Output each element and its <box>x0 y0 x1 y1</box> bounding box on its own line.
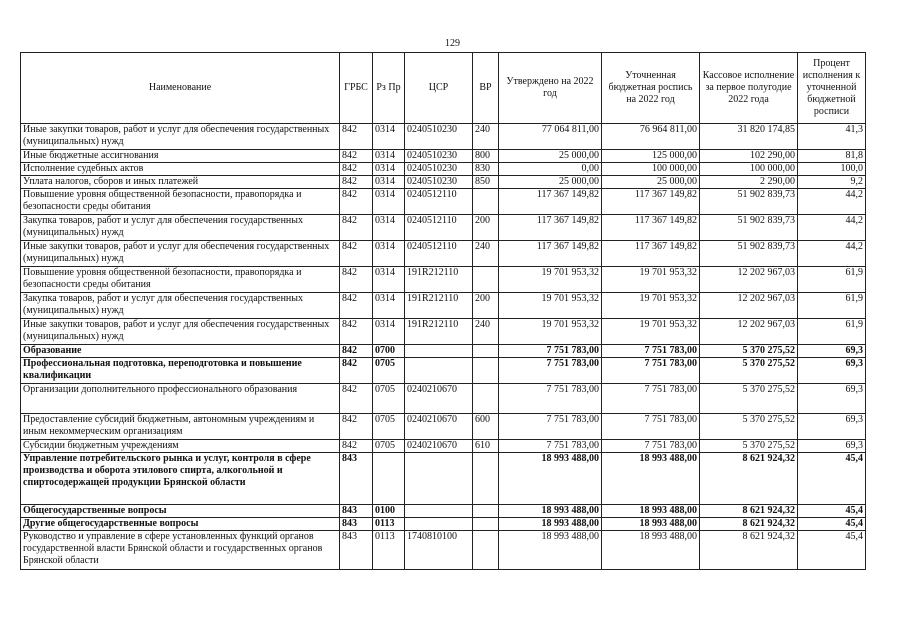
cell-percent: 45,4 <box>798 518 866 531</box>
cell-name: Образование <box>21 345 340 358</box>
cell-percent: 61,9 <box>798 293 866 319</box>
cell-name: Иные закупки товаров, работ и услуг для обеспечения государственных (муниципальных) нужд <box>21 124 340 150</box>
cell-grbs: 842 <box>340 345 373 358</box>
cell-vr <box>473 531 499 570</box>
cell-cash: 31 820 174,85 <box>700 124 798 150</box>
cell-name: Руководство и управление в сфере установленных функций органов государственной власти Брянской области и государственных органов Брянской области <box>21 531 340 570</box>
cell-percent: 61,9 <box>798 267 866 293</box>
cell-cash: 102 290,00 <box>700 150 798 163</box>
cell-approved: 18 993 488,00 <box>499 505 602 518</box>
cell-csr: 0240512110 <box>405 189 473 215</box>
cell-approved: 117 367 149,82 <box>499 241 602 267</box>
cell-cash: 12 202 967,03 <box>700 293 798 319</box>
cell-csr: 191R212110 <box>405 293 473 319</box>
cell-cash: 8 621 924,32 <box>700 518 798 531</box>
cell-csr: 0240512110 <box>405 215 473 241</box>
cell-vr <box>473 358 499 384</box>
cell-csr <box>405 345 473 358</box>
cell-name: Профессиональная подготовка, переподготовка и повышение квалификации <box>21 358 340 384</box>
table-body <box>21 124 866 570</box>
cell-name: Закупка товаров, работ и услуг для обеспечения государственных (муниципальных) нужд <box>21 293 340 319</box>
cell-csr: 0240510230 <box>405 124 473 150</box>
header-approved: Утверждено на 2022 год <box>499 53 602 124</box>
cell-cash: 51 902 839,73 <box>700 241 798 267</box>
cell-approved: 77 064 811,00 <box>499 124 602 150</box>
cell-grbs: 842 <box>340 267 373 293</box>
table-row <box>21 358 866 384</box>
cell-approved: 18 993 488,00 <box>499 518 602 531</box>
cell-grbs: 842 <box>340 414 373 440</box>
cell-rzpr: 0314 <box>373 176 405 189</box>
table-header-row <box>21 53 866 124</box>
table-row <box>21 414 866 440</box>
cell-refined: 7 751 783,00 <box>602 440 700 453</box>
cell-name: Исполнение судебных актов <box>21 163 340 176</box>
cell-cash: 12 202 967,03 <box>700 267 798 293</box>
cell-csr <box>405 358 473 384</box>
cell-percent: 69,3 <box>798 440 866 453</box>
cell-grbs: 842 <box>340 163 373 176</box>
cell-grbs: 842 <box>340 241 373 267</box>
cell-rzpr: 0705 <box>373 384 405 414</box>
cell-name: Предоставление субсидий бюджетным, автономным учреждениям и иным некоммерческим организациям <box>21 414 340 440</box>
cell-csr <box>405 518 473 531</box>
cell-grbs: 843 <box>340 453 373 505</box>
table-row <box>21 176 866 189</box>
cell-refined: 18 993 488,00 <box>602 453 700 505</box>
cell-vr <box>473 384 499 414</box>
cell-cash: 5 370 275,52 <box>700 384 798 414</box>
budget-table <box>20 52 866 570</box>
cell-vr <box>473 518 499 531</box>
cell-approved: 7 751 783,00 <box>499 345 602 358</box>
cell-grbs: 842 <box>340 319 373 345</box>
cell-rzpr <box>373 453 405 505</box>
table-row <box>21 384 866 414</box>
cell-percent: 44,2 <box>798 215 866 241</box>
cell-refined: 117 367 149,82 <box>602 241 700 267</box>
cell-grbs: 843 <box>340 505 373 518</box>
cell-cash: 8 621 924,32 <box>700 531 798 570</box>
cell-name: Иные бюджетные ассигнования <box>21 150 340 163</box>
cell-rzpr: 0314 <box>373 241 405 267</box>
cell-cash: 51 902 839,73 <box>700 189 798 215</box>
cell-vr: 200 <box>473 293 499 319</box>
cell-approved: 18 993 488,00 <box>499 531 602 570</box>
cell-approved: 0,00 <box>499 163 602 176</box>
cell-name: Общегосударственные вопросы <box>21 505 340 518</box>
cell-rzpr: 0314 <box>373 163 405 176</box>
cell-grbs: 842 <box>340 384 373 414</box>
cell-grbs: 842 <box>340 124 373 150</box>
cell-refined: 117 367 149,82 <box>602 189 700 215</box>
table-row <box>21 518 866 531</box>
cell-approved: 7 751 783,00 <box>499 414 602 440</box>
cell-refined: 18 993 488,00 <box>602 505 700 518</box>
cell-grbs: 842 <box>340 215 373 241</box>
table-row <box>21 241 866 267</box>
cell-grbs: 842 <box>340 293 373 319</box>
cell-rzpr: 0113 <box>373 518 405 531</box>
cell-name: Управление потребительского рынка и услуг, контроля в сфере производства и оборота этилового спирта, алкогольной и спиртосодержащей продукции Брянской области <box>21 453 340 505</box>
cell-cash: 5 370 275,52 <box>700 345 798 358</box>
cell-refined: 25 000,00 <box>602 176 700 189</box>
table-row <box>21 319 866 345</box>
cell-grbs: 842 <box>340 358 373 384</box>
cell-name: Закупка товаров, работ и услуг для обеспечения государственных (муниципальных) нужд <box>21 215 340 241</box>
header-grbs: ГРБС <box>340 53 373 124</box>
table-row <box>21 150 866 163</box>
cell-approved: 19 701 953,32 <box>499 319 602 345</box>
cell-vr <box>473 189 499 215</box>
header-cash: Кассовое исполнение за первое полугодие 2022 года <box>700 53 798 124</box>
cell-csr: 0240512110 <box>405 241 473 267</box>
cell-approved: 18 993 488,00 <box>499 453 602 505</box>
cell-refined: 76 964 811,00 <box>602 124 700 150</box>
cell-refined: 19 701 953,32 <box>602 319 700 345</box>
cell-csr: 191R212110 <box>405 267 473 293</box>
cell-grbs: 843 <box>340 518 373 531</box>
table-row <box>21 189 866 215</box>
cell-name: Иные закупки товаров, работ и услуг для обеспечения государственных (муниципальных) нужд <box>21 241 340 267</box>
cell-csr: 0240510230 <box>405 163 473 176</box>
cell-refined: 7 751 783,00 <box>602 384 700 414</box>
cell-rzpr: 0314 <box>373 215 405 241</box>
cell-grbs: 842 <box>340 189 373 215</box>
cell-cash: 12 202 967,03 <box>700 319 798 345</box>
cell-name: Организации дополнительного профессионального образования <box>21 384 340 414</box>
cell-refined: 7 751 783,00 <box>602 414 700 440</box>
cell-percent: 45,4 <box>798 453 866 505</box>
cell-rzpr: 0113 <box>373 531 405 570</box>
cell-refined: 125 000,00 <box>602 150 700 163</box>
cell-rzpr: 0100 <box>373 505 405 518</box>
cell-refined: 18 993 488,00 <box>602 531 700 570</box>
cell-refined: 100 000,00 <box>602 163 700 176</box>
cell-approved: 117 367 149,82 <box>499 215 602 241</box>
cell-vr: 830 <box>473 163 499 176</box>
cell-percent: 45,4 <box>798 505 866 518</box>
cell-percent: 9,2 <box>798 176 866 189</box>
header-csr: ЦСР <box>405 53 473 124</box>
cell-approved: 7 751 783,00 <box>499 440 602 453</box>
cell-cash: 5 370 275,52 <box>700 414 798 440</box>
cell-refined: 7 751 783,00 <box>602 345 700 358</box>
cell-cash: 5 370 275,52 <box>700 358 798 384</box>
cell-rzpr: 0314 <box>373 124 405 150</box>
cell-rzpr: 0314 <box>373 319 405 345</box>
cell-percent: 69,3 <box>798 414 866 440</box>
cell-percent: 61,9 <box>798 319 866 345</box>
cell-refined: 7 751 783,00 <box>602 358 700 384</box>
cell-cash: 2 290,00 <box>700 176 798 189</box>
cell-csr: 0240210670 <box>405 440 473 453</box>
table-row <box>21 293 866 319</box>
cell-approved: 19 701 953,32 <box>499 293 602 319</box>
cell-name: Субсидии бюджетным учреждениям <box>21 440 340 453</box>
header-refined: Уточненная бюджетная роспись на 2022 год <box>602 53 700 124</box>
cell-vr: 800 <box>473 150 499 163</box>
table-row <box>21 345 866 358</box>
cell-csr: 1740810100 <box>405 531 473 570</box>
cell-csr: 0240510230 <box>405 176 473 189</box>
cell-csr: 0240210670 <box>405 414 473 440</box>
cell-grbs: 842 <box>340 440 373 453</box>
cell-refined: 19 701 953,32 <box>602 267 700 293</box>
cell-csr: 191R212110 <box>405 319 473 345</box>
cell-csr <box>405 453 473 505</box>
header-vr: ВР <box>473 53 499 124</box>
cell-refined: 117 367 149,82 <box>602 215 700 241</box>
cell-percent: 44,2 <box>798 241 866 267</box>
cell-csr <box>405 505 473 518</box>
cell-vr <box>473 505 499 518</box>
cell-vr: 610 <box>473 440 499 453</box>
cell-approved: 25 000,00 <box>499 150 602 163</box>
cell-csr: 0240210670 <box>405 384 473 414</box>
cell-approved: 117 367 149,82 <box>499 189 602 215</box>
cell-grbs: 842 <box>340 150 373 163</box>
cell-cash: 5 370 275,52 <box>700 440 798 453</box>
cell-name: Повышение уровня общественной безопасности, правопорядка и безопасности среды обитания <box>21 189 340 215</box>
cell-vr: 240 <box>473 241 499 267</box>
cell-approved: 19 701 953,32 <box>499 267 602 293</box>
table-row <box>21 440 866 453</box>
cell-percent: 100,0 <box>798 163 866 176</box>
cell-percent: 45,4 <box>798 531 866 570</box>
cell-vr <box>473 345 499 358</box>
table-row <box>21 453 866 505</box>
table-row <box>21 531 866 570</box>
cell-vr <box>473 267 499 293</box>
header-name: Наименование <box>21 53 340 124</box>
cell-percent: 44,2 <box>798 189 866 215</box>
cell-rzpr: 0705 <box>373 358 405 384</box>
cell-cash: 100 000,00 <box>700 163 798 176</box>
cell-name: Иные закупки товаров, работ и услуг для обеспечения государственных (муниципальных) нужд <box>21 319 340 345</box>
table-row <box>21 215 866 241</box>
cell-name: Другие общегосударственные вопросы <box>21 518 340 531</box>
table-row <box>21 124 866 150</box>
cell-rzpr: 0314 <box>373 189 405 215</box>
cell-cash: 51 902 839,73 <box>700 215 798 241</box>
cell-approved: 7 751 783,00 <box>499 358 602 384</box>
cell-name: Уплата налогов, сборов и иных платежей <box>21 176 340 189</box>
cell-cash: 8 621 924,32 <box>700 453 798 505</box>
cell-grbs: 843 <box>340 531 373 570</box>
header-rzpr: Рз Пр <box>373 53 405 124</box>
cell-percent: 69,3 <box>798 384 866 414</box>
table-row <box>21 267 866 293</box>
cell-rzpr: 0700 <box>373 345 405 358</box>
cell-csr: 0240510230 <box>405 150 473 163</box>
header-percent: Процент исполнения к уточненной бюджетной росписи <box>798 53 866 124</box>
cell-approved: 25 000,00 <box>499 176 602 189</box>
cell-percent: 69,3 <box>798 345 866 358</box>
cell-vr: 850 <box>473 176 499 189</box>
cell-percent: 81,8 <box>798 150 866 163</box>
cell-vr: 240 <box>473 319 499 345</box>
cell-approved: 7 751 783,00 <box>499 384 602 414</box>
table-row <box>21 163 866 176</box>
cell-cash: 8 621 924,32 <box>700 505 798 518</box>
table-row <box>21 505 866 518</box>
cell-vr: 240 <box>473 124 499 150</box>
cell-rzpr: 0705 <box>373 440 405 453</box>
cell-vr: 200 <box>473 215 499 241</box>
cell-vr: 600 <box>473 414 499 440</box>
cell-refined: 19 701 953,32 <box>602 293 700 319</box>
cell-name: Повышение уровня общественной безопасности, правопорядка и безопасности среды обитания <box>21 267 340 293</box>
cell-rzpr: 0314 <box>373 150 405 163</box>
page-number: 129 <box>445 38 460 49</box>
cell-grbs: 842 <box>340 176 373 189</box>
cell-rzpr: 0314 <box>373 267 405 293</box>
cell-vr <box>473 453 499 505</box>
cell-rzpr: 0314 <box>373 293 405 319</box>
cell-refined: 18 993 488,00 <box>602 518 700 531</box>
cell-rzpr: 0705 <box>373 414 405 440</box>
cell-percent: 69,3 <box>798 358 866 384</box>
cell-percent: 41,3 <box>798 124 866 150</box>
